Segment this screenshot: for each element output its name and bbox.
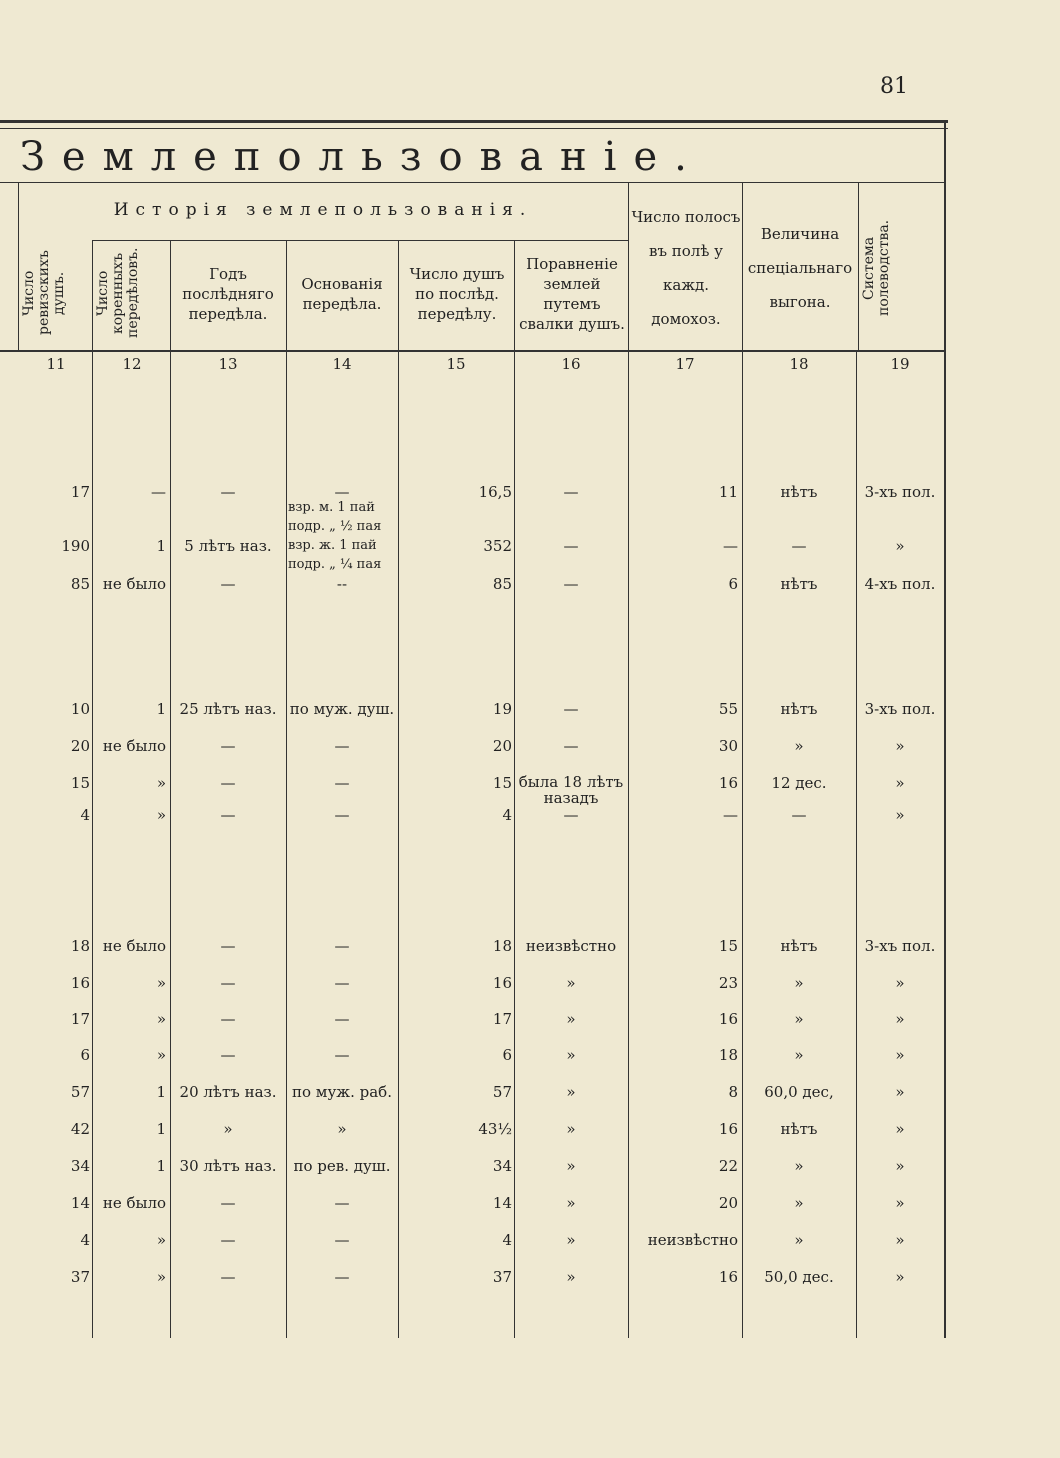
column-number: 16 bbox=[561, 355, 581, 373]
cell-c13: — bbox=[220, 1046, 236, 1064]
cell-c15: 20 bbox=[492, 737, 512, 755]
cell-c13: 20 лѣтъ наз. bbox=[179, 1083, 277, 1101]
cell-c18: » bbox=[794, 1046, 804, 1064]
cell-c19: » bbox=[895, 1010, 905, 1028]
vsep bbox=[628, 182, 629, 350]
cell-c11: 4 bbox=[80, 1231, 90, 1249]
cell-c13: 25 лѣтъ наз. bbox=[179, 700, 277, 718]
cell-c19: » bbox=[895, 1194, 905, 1212]
cell-c19: » bbox=[895, 774, 905, 792]
cell-c16: » bbox=[566, 1010, 576, 1028]
cell-c11: 15 bbox=[70, 774, 90, 792]
header-c16: Поравненіе землей путемъ свалки душъ. bbox=[519, 255, 625, 333]
cell-c15: 14 bbox=[492, 1194, 512, 1212]
cell-c13: — bbox=[220, 1231, 236, 1249]
cell-c13: — bbox=[220, 974, 236, 992]
cell-c18: нѣтъ bbox=[780, 575, 818, 593]
cell-c12: не было bbox=[102, 737, 166, 755]
cell-c17: 8 bbox=[728, 1083, 738, 1101]
body-vline bbox=[398, 352, 399, 1338]
cell-c17: 18 bbox=[718, 1046, 738, 1064]
cell-c12: » bbox=[156, 1268, 166, 1286]
cell-c17: 22 bbox=[718, 1157, 738, 1175]
vsep bbox=[742, 182, 743, 350]
cell-c14: — bbox=[334, 1046, 350, 1064]
cell-c13: — bbox=[220, 483, 236, 501]
cell-c12: » bbox=[156, 974, 166, 992]
top-rule bbox=[0, 120, 948, 123]
cell-c13: — bbox=[220, 575, 236, 593]
cell-c13: — bbox=[220, 937, 236, 955]
cell-c12: не было bbox=[102, 1194, 166, 1212]
cell-c14: » bbox=[337, 1120, 347, 1138]
cell-c17: 16 bbox=[718, 1268, 738, 1286]
body-vline bbox=[628, 352, 629, 1338]
column-number: 19 bbox=[890, 355, 910, 373]
allotment-note: подр. „ ½ пая bbox=[288, 519, 382, 534]
cell-c12: » bbox=[156, 1010, 166, 1028]
cell-c11: 57 bbox=[70, 1083, 90, 1101]
column-number: 17 bbox=[675, 355, 695, 373]
cell-c19: » bbox=[895, 1083, 905, 1101]
cell-c14: — bbox=[334, 806, 350, 824]
column-number: 13 bbox=[218, 355, 238, 373]
cell-c17: неизвѣстно bbox=[647, 1231, 738, 1249]
cell-c17: 6 bbox=[728, 575, 738, 593]
cell-c11: 17 bbox=[70, 483, 90, 501]
history-header: Исторія землепользованія. bbox=[113, 200, 533, 220]
cell-c11: 18 bbox=[70, 937, 90, 955]
cell-c15: 34 bbox=[492, 1157, 512, 1175]
cell-c19: » bbox=[895, 1268, 905, 1286]
cell-c12: » bbox=[156, 1046, 166, 1064]
column-number: 14 bbox=[332, 355, 352, 373]
cell-c17: 15 bbox=[718, 937, 738, 955]
body-vline bbox=[514, 352, 515, 1338]
cell-c12: 1 bbox=[156, 1083, 166, 1101]
vsep bbox=[170, 240, 171, 350]
cell-c18: » bbox=[794, 1231, 804, 1249]
cell-c17: 16 bbox=[718, 1120, 738, 1138]
cell-c13: » bbox=[223, 1120, 233, 1138]
cell-c14: по рев. душ. bbox=[293, 1157, 391, 1175]
cell-c18: 12 дес. bbox=[771, 774, 827, 792]
cell-c17: 16 bbox=[718, 1010, 738, 1028]
cell-c19: 3-хъ пол. bbox=[864, 700, 936, 718]
cell-c11: 4 bbox=[80, 806, 90, 824]
cell-c13: — bbox=[220, 737, 236, 755]
cell-c11: 16 bbox=[70, 974, 90, 992]
cell-c18: » bbox=[794, 974, 804, 992]
cell-c16: » bbox=[566, 1231, 576, 1249]
cell-c13: — bbox=[220, 1010, 236, 1028]
cell-c14: — bbox=[334, 1231, 350, 1249]
body-vline bbox=[742, 352, 743, 1338]
cell-c12: 1 bbox=[156, 1157, 166, 1175]
cell-c19: » bbox=[895, 1157, 905, 1175]
body-vline bbox=[856, 352, 857, 1338]
cell-c19: 4-хъ пол. bbox=[864, 575, 936, 593]
column-number: 18 bbox=[789, 355, 809, 373]
cell-c14: по муж. раб. bbox=[292, 1083, 392, 1101]
header-bottom-rule bbox=[0, 350, 944, 352]
body-vline bbox=[286, 352, 287, 1338]
header-c13: Годъ послѣдняго передѣла. bbox=[182, 265, 274, 323]
cell-c12: не было bbox=[102, 937, 166, 955]
cell-c16: — bbox=[563, 575, 579, 593]
cell-c16: » bbox=[566, 1083, 576, 1101]
cell-c18: 50,0 дес. bbox=[764, 1268, 834, 1286]
cell-c11: 17 bbox=[70, 1010, 90, 1028]
cell-c19: 3-хъ пол. bbox=[864, 937, 936, 955]
cell-c18: » bbox=[794, 1010, 804, 1028]
cell-c19: » bbox=[895, 1046, 905, 1064]
cell-c12: » bbox=[156, 1231, 166, 1249]
cell-c14: по муж. душ. bbox=[289, 700, 395, 718]
cell-c12: 1 bbox=[156, 537, 166, 555]
header-c15: Число душъ по послѣд. передѣлу. bbox=[409, 265, 505, 323]
cell-c14: -- bbox=[336, 575, 348, 593]
cell-c15: 352 bbox=[483, 537, 512, 555]
cell-c13: 5 лѣтъ наз. bbox=[184, 537, 272, 555]
header-c17: Число полосъ въ полѣ у кажд. домохоз. bbox=[631, 208, 741, 328]
header-c18: Величина спеціальнаго выгона. bbox=[747, 225, 853, 311]
cell-c15: 15 bbox=[492, 774, 512, 792]
cell-c13: — bbox=[220, 1268, 236, 1286]
history-underline bbox=[92, 240, 628, 241]
cell-c16: » bbox=[566, 1157, 576, 1175]
body-vline bbox=[170, 352, 171, 1338]
cell-c18: нѣтъ bbox=[780, 483, 818, 501]
vsep bbox=[18, 182, 19, 350]
column-number: 12 bbox=[122, 355, 142, 373]
cell-c15: 6 bbox=[502, 1046, 512, 1064]
cell-c12: » bbox=[156, 806, 166, 824]
right-border bbox=[944, 120, 946, 1338]
vsep bbox=[514, 240, 515, 350]
cell-c15: 37 bbox=[492, 1268, 512, 1286]
cell-c19: » bbox=[895, 737, 905, 755]
vsep bbox=[398, 240, 399, 350]
cell-c16: — bbox=[563, 537, 579, 555]
allotment-note: взр. м. 1 пай bbox=[288, 500, 375, 515]
cell-c15: 57 bbox=[492, 1083, 512, 1101]
title-underline bbox=[0, 182, 944, 183]
cell-c11: 85 bbox=[70, 575, 90, 593]
cell-c13: — bbox=[220, 806, 236, 824]
cell-c17: 30 bbox=[718, 737, 738, 755]
cell-c11: 20 bbox=[70, 737, 90, 755]
cell-c11: 14 bbox=[70, 1194, 90, 1212]
cell-c16: — bbox=[563, 806, 579, 824]
cell-c15: 19 bbox=[492, 700, 512, 718]
cell-c15: 4 bbox=[502, 806, 512, 824]
cell-c14: — bbox=[334, 774, 350, 792]
cell-c16: » bbox=[566, 1120, 576, 1138]
cell-c15: 17 bbox=[492, 1010, 512, 1028]
cell-c12: не было bbox=[102, 575, 166, 593]
cell-c18: — bbox=[791, 806, 807, 824]
cell-c16: неизвѣстно bbox=[525, 937, 617, 955]
cell-c15: 85 bbox=[492, 575, 512, 593]
cell-c16: — bbox=[563, 483, 579, 501]
cell-c16: » bbox=[566, 1046, 576, 1064]
cell-c14: — bbox=[334, 1268, 350, 1286]
header-c11: Число ревизскихъ душъ. bbox=[21, 250, 67, 336]
cell-c15: 43½ bbox=[478, 1120, 512, 1138]
cell-c13: — bbox=[220, 1194, 236, 1212]
cell-c12: 1 bbox=[156, 1120, 166, 1138]
cell-c13: — bbox=[220, 774, 236, 792]
page-number: 81 bbox=[880, 74, 908, 99]
cell-c16: » bbox=[566, 1194, 576, 1212]
cell-c17: 20 bbox=[718, 1194, 738, 1212]
cell-c16: была 18 лѣтъ назадъ bbox=[518, 773, 624, 807]
cell-c11: 37 bbox=[70, 1268, 90, 1286]
cell-c18: » bbox=[794, 1194, 804, 1212]
vsep bbox=[92, 240, 93, 350]
cell-c11: 6 bbox=[80, 1046, 90, 1064]
cell-c17: 11 bbox=[718, 483, 738, 501]
cell-c11: 42 bbox=[70, 1120, 90, 1138]
cell-c19: 3-хъ пол. bbox=[864, 483, 936, 501]
cell-c14: — bbox=[334, 974, 350, 992]
cell-c17: — bbox=[723, 806, 738, 824]
cell-c15: 16 bbox=[492, 974, 512, 992]
cell-c18: нѣтъ bbox=[780, 937, 818, 955]
cell-c16: — bbox=[563, 737, 579, 755]
column-number: 15 bbox=[446, 355, 466, 373]
cell-c14: — bbox=[334, 483, 350, 501]
cell-c19: » bbox=[895, 1231, 905, 1249]
cell-c15: 18 bbox=[492, 937, 512, 955]
cell-c18: — bbox=[791, 537, 807, 555]
cell-c16: » bbox=[566, 1268, 576, 1286]
cell-c12: — bbox=[151, 483, 166, 501]
cell-c14: — bbox=[334, 1010, 350, 1028]
cell-c17: 23 bbox=[718, 974, 738, 992]
cell-c11: 190 bbox=[61, 537, 90, 555]
allotment-note: подр. „ ¼ пая bbox=[288, 557, 382, 572]
cell-c17: 55 bbox=[718, 700, 738, 718]
cell-c19: » bbox=[895, 806, 905, 824]
header-c12: Число коренныхъ передѣловъ. bbox=[95, 247, 141, 339]
cell-c17: 16 bbox=[718, 774, 738, 792]
cell-c19: » bbox=[895, 1120, 905, 1138]
cell-c14: — bbox=[334, 737, 350, 755]
cell-c18: нѣтъ bbox=[780, 700, 818, 718]
top-rule-thin bbox=[0, 128, 948, 129]
column-number: 11 bbox=[46, 355, 66, 373]
cell-c12: 1 bbox=[156, 700, 166, 718]
cell-c18: нѣтъ bbox=[780, 1120, 818, 1138]
cell-c15: 16,5 bbox=[478, 483, 512, 501]
section-title: Землепользованіе. bbox=[20, 134, 704, 180]
cell-c14: — bbox=[334, 1194, 350, 1212]
cell-c11: 34 bbox=[70, 1157, 90, 1175]
vsep bbox=[858, 182, 859, 350]
cell-c18: 60,0 дес, bbox=[764, 1083, 834, 1101]
cell-c18: » bbox=[794, 737, 804, 755]
cell-c12: » bbox=[156, 774, 166, 792]
cell-c19: » bbox=[895, 537, 905, 555]
cell-c13: 30 лѣтъ наз. bbox=[179, 1157, 277, 1175]
cell-c14: — bbox=[334, 937, 350, 955]
allotment-note: взр. ж. 1 пай bbox=[288, 538, 377, 553]
cell-c16: — bbox=[563, 700, 579, 718]
body-vline bbox=[92, 352, 93, 1338]
cell-c19: » bbox=[895, 974, 905, 992]
cell-c16: » bbox=[566, 974, 576, 992]
cell-c11: 10 bbox=[70, 700, 90, 718]
cell-c17: — bbox=[723, 537, 738, 555]
vsep bbox=[286, 240, 287, 350]
cell-c18: » bbox=[794, 1157, 804, 1175]
header-c19: Система полеводства. bbox=[861, 219, 892, 317]
cell-c15: 4 bbox=[502, 1231, 512, 1249]
header-c14: Основанія передѣла. bbox=[301, 275, 383, 313]
